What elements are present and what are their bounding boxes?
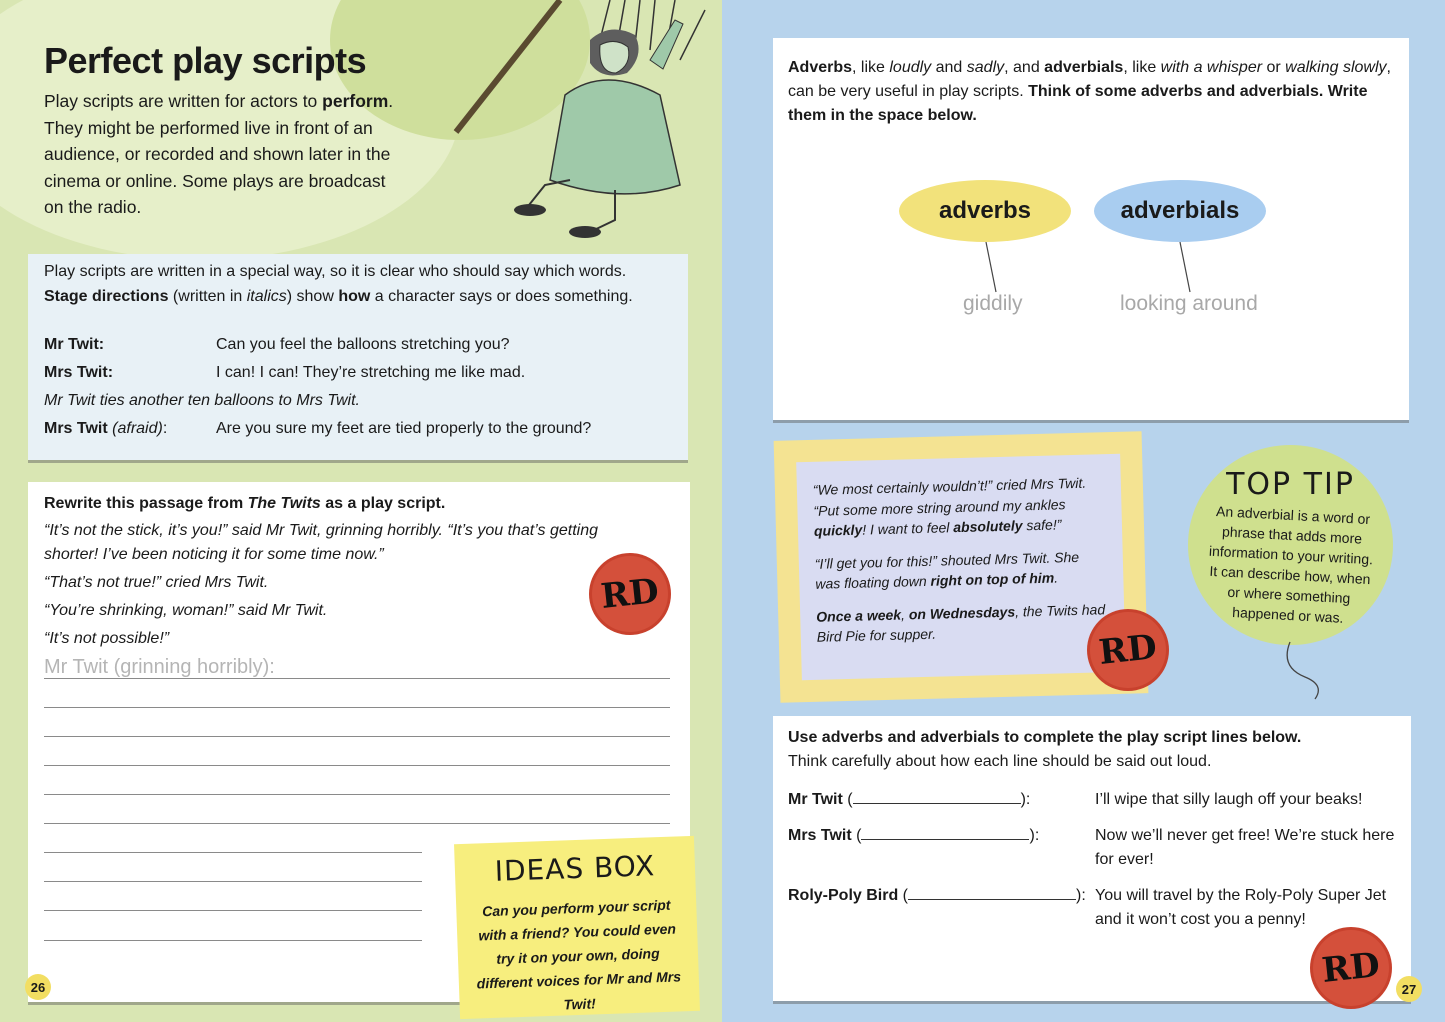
balloon-string (1280, 640, 1340, 700)
complete-reply: Now we’ll never get free! We’re stuck here for ever! (1095, 827, 1395, 868)
quote-stamp-inner (796, 454, 1126, 680)
writing-line[interactable] (44, 707, 670, 708)
writing-line[interactable] (44, 678, 670, 679)
complete-subheading: Think carefully about how each line should be said out loud. (788, 753, 1212, 770)
writing-line[interactable] (44, 736, 670, 737)
writing-line[interactable] (44, 794, 670, 795)
passage-line: “It’s not the stick, it’s you!” said Mr Twit, grinning horribly. “It’s you that’s getting shorter! I’ve been noticing it for some time now.” (44, 522, 598, 563)
complete-row: Mr Twit ( ): (788, 791, 1031, 808)
script-line: Mr Twit: Can you feel the balloons stretching you? (44, 336, 510, 353)
info-line-2: Stage directions (written in italics) show how a character says or does something. (44, 288, 633, 305)
ideas-box-title: IDEAS BOX (494, 849, 656, 888)
writing-line[interactable] (44, 765, 670, 766)
answer-blank[interactable] (908, 885, 1076, 900)
answer-blank[interactable] (861, 825, 1029, 840)
quote-paragraph: Once a week, on Wednesdays, the Twits had Bird Pie for supper. (816, 600, 1106, 645)
page-number: 26 (25, 974, 51, 1000)
top-tip-title: TOP TIP (1226, 467, 1355, 502)
complete-reply: You will travel by the Roly-Poly Super Jet and it won’t cost you a penny! (1095, 887, 1387, 928)
rd-logo: RD (592, 556, 668, 632)
writing-line[interactable] (44, 881, 422, 882)
info-line-1: Play scripts are written in a special way, so it is clear who should say which words. (44, 263, 627, 280)
passage-line: “It’s not possible!” (44, 630, 170, 647)
script-line: Mrs Twit (afraid): Are you sure my feet are tied properly to the ground? (44, 420, 592, 437)
complete-row: Roly-Poly Bird ( ): (788, 887, 1086, 904)
complete-row: Mrs Twit ( ): (788, 827, 1040, 844)
adverb-example: giddily (963, 292, 1023, 315)
ideas-box (454, 836, 700, 1019)
adverbials-oval: adverbials (1094, 180, 1266, 242)
adverbial-example: looking around (1120, 292, 1258, 315)
intro-text: Play scripts are written for actors to perform. They might be performed live in front of an audience, or recorded and shown later in the cinema or online. Some plays are broadcast on the radio. (44, 91, 394, 217)
ideas-box-text: Can you perform your script with a friend? You could even try it on your own, doing different voices for Mr and Mrs Twit! (476, 896, 682, 1013)
mrs-twit-illustration (450, 0, 720, 250)
writing-line[interactable] (44, 910, 422, 911)
connector-lines (980, 242, 1200, 294)
script-line: Mrs Twit: I can! I can! They’re stretching me like mad. (44, 364, 526, 381)
writing-line[interactable] (44, 823, 670, 824)
quote-paragraph: “We most certainly wouldn’t!” cried Mrs Twit. “Put some more string around my ankles quickly! I want to feel absolutely safe!” (812, 474, 1087, 539)
adverbs-oval: adverbs (899, 180, 1071, 242)
top-tip-text: An adverbial is a word or phrase that adds more information to your writing. It can describe how, when or where something happened or was. (1208, 503, 1374, 626)
rewrite-heading: Rewrite this passage from The Twits as a play script. (44, 495, 446, 512)
stage-direction: Mr Twit ties another ten balloons to Mrs Twit. (44, 392, 360, 409)
complete-heading: Use adverbs and adverbials to complete the play script lines below. (788, 729, 1302, 746)
page-number: 27 (1396, 976, 1422, 1002)
quote-paragraph: “I’ll get you for this!” shouted Mrs Twit. She was floating down right on top of him. (814, 548, 1080, 592)
passage-line: “That’s not true!” cried Mrs Twit. (44, 574, 269, 591)
answer-blank[interactable] (853, 789, 1021, 804)
top-tip-balloon (1188, 445, 1393, 645)
passage-line: “You’re shrinking, woman!” said Mr Twit. (44, 602, 328, 619)
adverbs-instructions: Adverbs, like loudly and sadly, and adverbials, like with a whisper or walking slowly, can be very useful in play scripts. Think of some adverbs and adverbials. Write them in the space below. (788, 59, 1391, 124)
complete-reply: I’ll wipe that silly laugh off your beaks! (1095, 791, 1363, 808)
rd-logo: RD (1313, 930, 1389, 1006)
writing-line[interactable] (44, 940, 422, 941)
trace-text: Mr Twit (grinning horribly): (44, 656, 275, 678)
page-title: Perfect play scripts (44, 40, 367, 81)
writing-line[interactable] (44, 852, 422, 853)
rd-logo: RD (1090, 612, 1166, 688)
